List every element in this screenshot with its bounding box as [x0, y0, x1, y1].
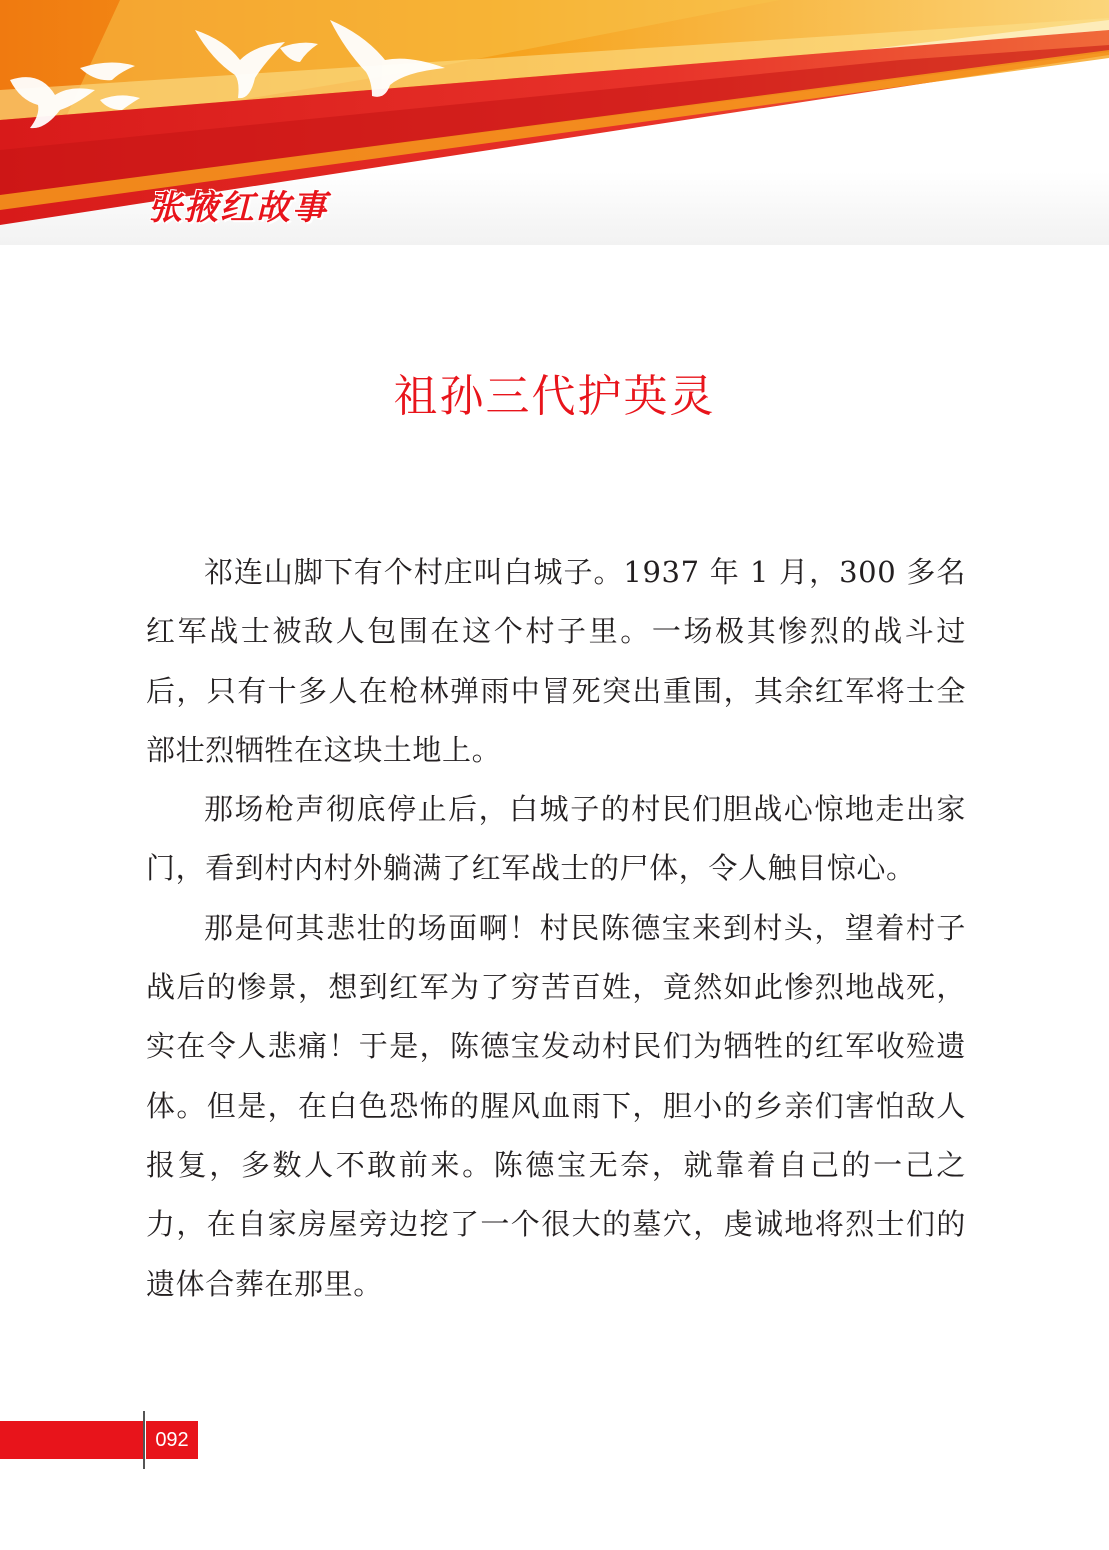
footer-red-bar	[0, 1421, 143, 1459]
series-title: 张掖红故事	[148, 188, 328, 228]
article-paragraph: 那场枪声彻底停止后，白城子的村民们胆战心惊地走出家门，看到村内村外躺满了红军战士的尸体，令人触目惊心。	[146, 792, 966, 886]
article-paragraph: 祁连山脚下有个村庄叫白城子。1937 年 1 月，300 多名红军战士被敌人包围在这个村子里。一场极其惨烈的战斗过后，只有十多人在枪林弹雨中冒死突出重围，其余红军将士全部壮烈牺牲在这块土地上。	[146, 555, 966, 767]
footer-divider	[143, 1411, 145, 1469]
page-number: 092	[146, 1421, 198, 1459]
article-title: 祖孙三代护英灵	[393, 371, 716, 422]
article-paragraph: 那是何其悲壮的场面啊！村民陈德宝来到村头，望着村子战后的惨景，想到红军为了穷苦百姓，竟然如此惨烈地战死，实在令人悲痛！于是，陈德宝发动村民们为牺牲的红军收殓遗体。但是，在白色恐怖的腥风血雨下，胆小的乡亲们害怕敌人报复，多数人不敢前来。陈德宝无奈，就靠着自己的一己之力，在自家房屋旁边挖了一个很大的墓穴，虔诚地将烈士们的遗体合葬在那里。	[146, 910, 966, 1301]
article-body	[146, 543, 966, 1314]
